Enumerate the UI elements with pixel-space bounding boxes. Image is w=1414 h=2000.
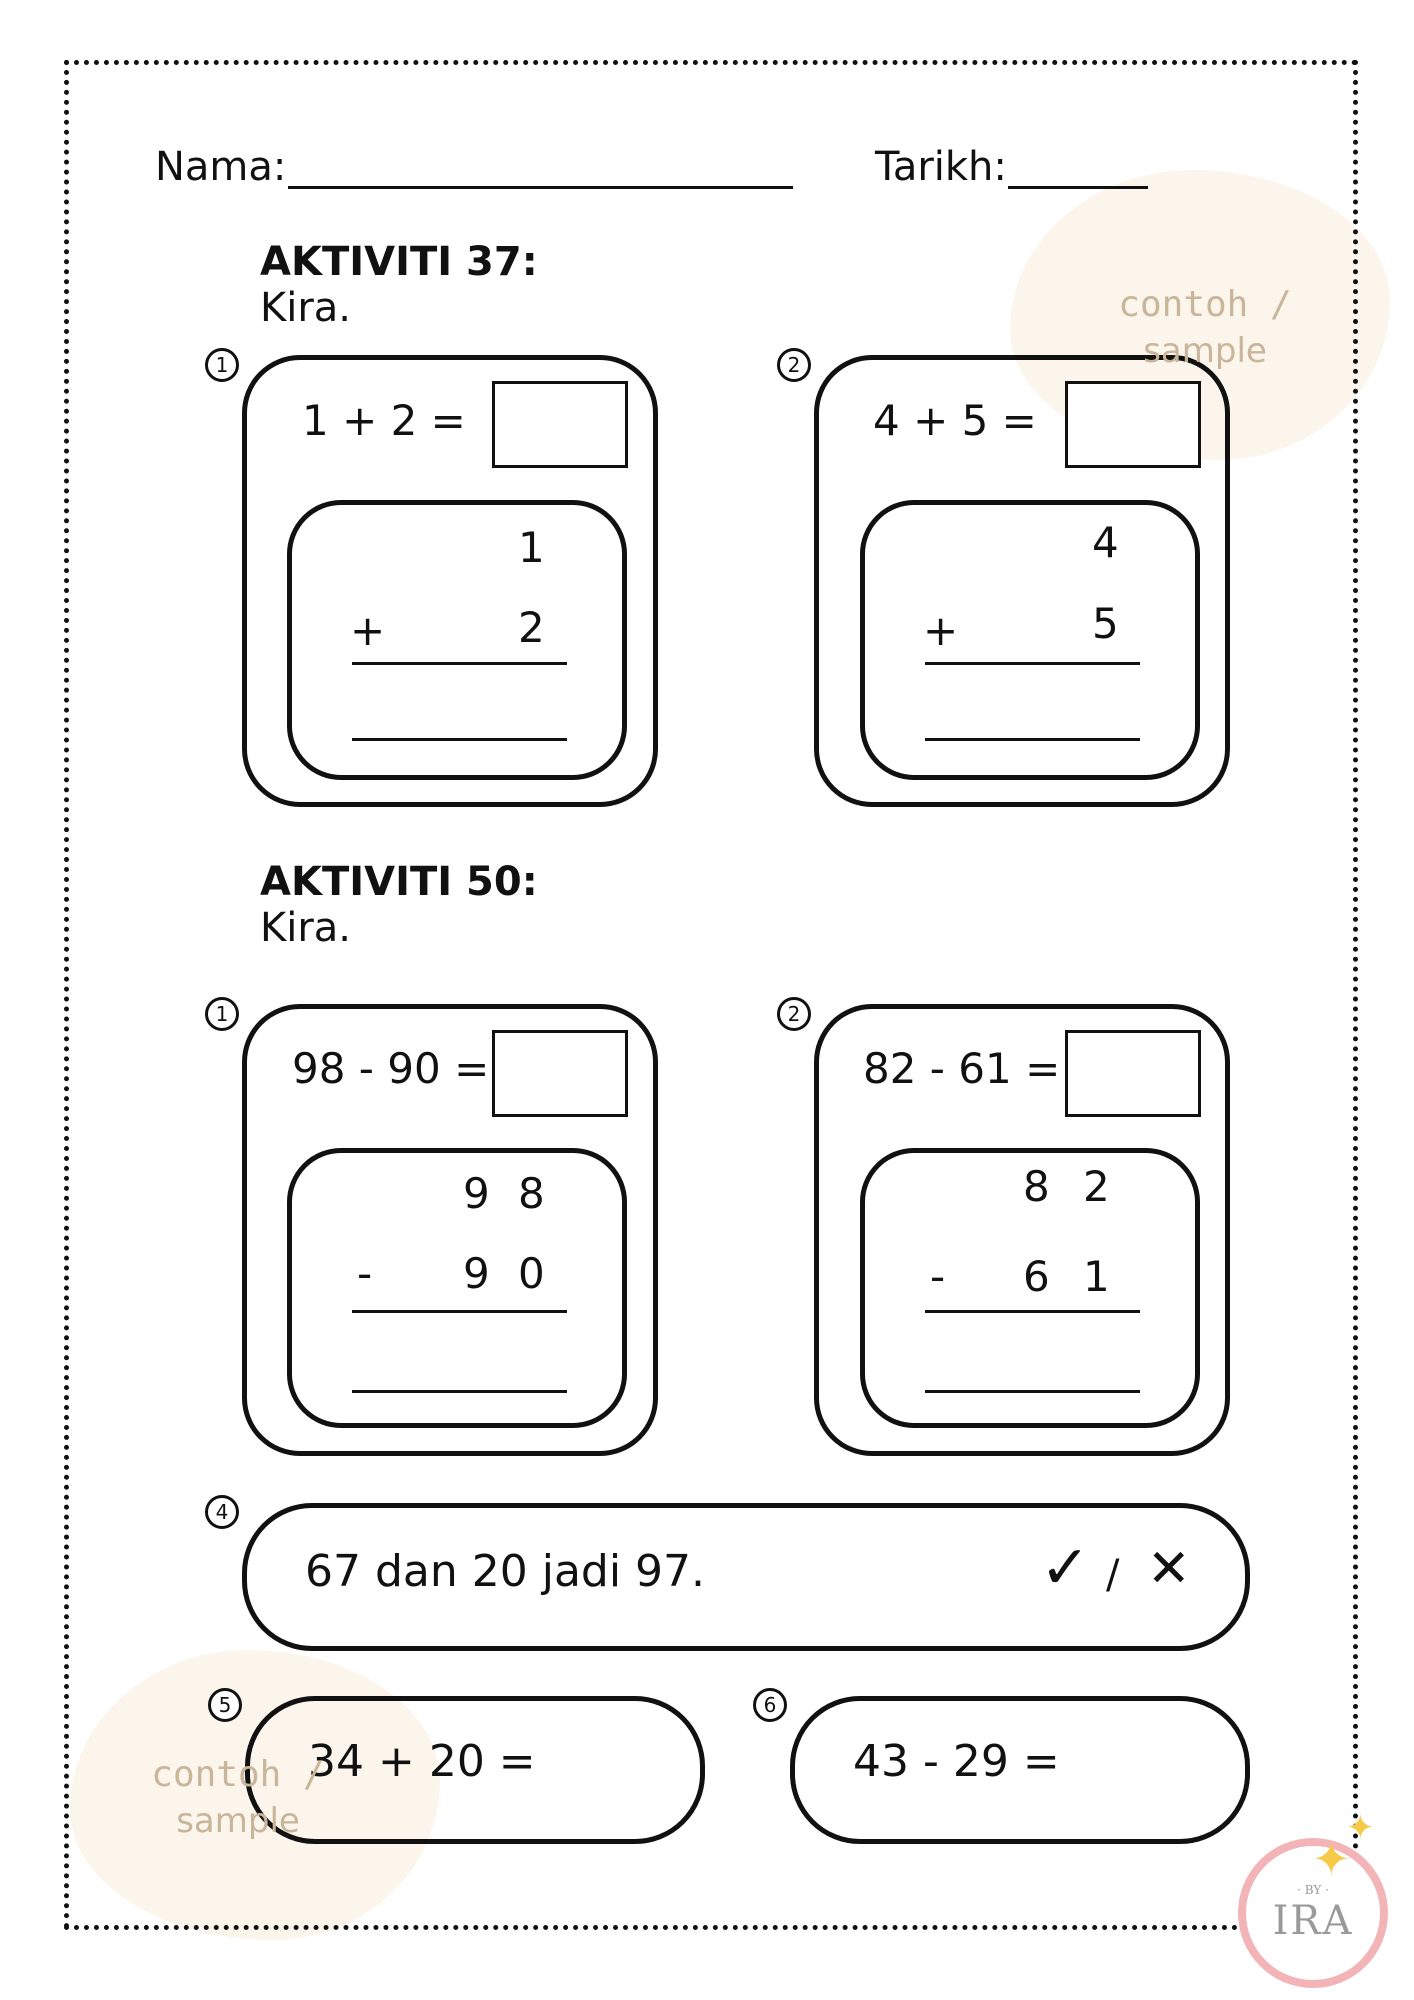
- bottom-digit-tens: 6: [1023, 1252, 1050, 1301]
- sparkle-icon: ✦: [1346, 1808, 1375, 1848]
- answer-line[interactable]: [925, 1390, 1140, 1393]
- answer-box[interactable]: [492, 381, 628, 468]
- question-number-badge: 1: [205, 348, 239, 382]
- top-digit-tens: 9: [463, 1169, 490, 1218]
- answer-line[interactable]: [352, 1390, 567, 1393]
- answer-box[interactable]: [1065, 381, 1201, 468]
- question-number-badge: 1: [205, 997, 239, 1031]
- check-mark-icon[interactable]: ✓: [1040, 1533, 1091, 1603]
- equation-text: 82 - 61 =: [863, 1044, 1061, 1093]
- operator-sign: -: [357, 1249, 373, 1298]
- answer-line[interactable]: [925, 738, 1140, 741]
- equation-text: 4 + 5 =: [873, 396, 1037, 445]
- top-digit: 1: [518, 523, 545, 572]
- operator-sign: -: [930, 1252, 946, 1301]
- brand-logo: [1238, 1808, 1388, 1988]
- open-question-text: 43 - 29 =: [853, 1736, 1060, 1787]
- sum-line: [352, 662, 567, 665]
- sum-line: [925, 662, 1140, 665]
- operator-sign: +: [923, 606, 959, 655]
- bottom-digit-ones: 1: [1083, 1252, 1110, 1301]
- open-question-text: 34 + 20 =: [308, 1736, 536, 1787]
- logo-by-text: · BY ·: [1297, 1883, 1329, 1897]
- logo-name-text: IRA: [1272, 1898, 1354, 1944]
- equation-text: 1 + 2 =: [302, 396, 466, 445]
- activity-37-instruction: Kira.: [260, 285, 352, 331]
- equation-text: 98 - 90 =: [292, 1044, 490, 1093]
- date-line[interactable]: [1008, 186, 1148, 189]
- watermark-top: [1075, 282, 1335, 373]
- bottom-digit: 5: [1092, 599, 1119, 648]
- name-line[interactable]: [288, 186, 793, 189]
- activity-50-instruction: Kira.: [260, 905, 352, 951]
- cross-mark-icon[interactable]: ✕: [1147, 1539, 1191, 1599]
- bottom-digit: 2: [518, 603, 545, 652]
- bottom-digit-tens: 9: [463, 1249, 490, 1298]
- answer-line[interactable]: [352, 738, 567, 741]
- watermark-line2: sample: [176, 1800, 300, 1841]
- difference-line: [352, 1310, 567, 1313]
- watermark-line2: sample: [1143, 330, 1267, 371]
- question-number-badge: 2: [777, 348, 811, 382]
- bottom-digit-ones: 0: [518, 1249, 545, 1298]
- operator-sign: +: [350, 606, 386, 655]
- top-digit: 4: [1092, 518, 1119, 567]
- question-number-badge: 6: [753, 1688, 787, 1722]
- watermark-line1: contoh /: [151, 1754, 325, 1795]
- working-area: [287, 1148, 627, 1428]
- watermark-bottom: [118, 1752, 358, 1843]
- true-false-statement: 67 dan 20 jadi 97.: [305, 1546, 706, 1597]
- slash-separator: /: [1106, 1552, 1120, 1598]
- sparkle-icon: ✦: [1312, 1832, 1351, 1886]
- top-digit-ones: 8: [518, 1169, 545, 1218]
- top-digit-ones: 2: [1083, 1162, 1110, 1211]
- date-label: Tarikh:: [875, 144, 1007, 190]
- question-number-badge: 2: [777, 997, 811, 1031]
- answer-box[interactable]: [1065, 1030, 1201, 1117]
- answer-box[interactable]: [492, 1030, 628, 1117]
- activity-50-title: AKTIVITI 50:: [260, 859, 538, 905]
- watermark-line1: contoh /: [1118, 284, 1292, 325]
- difference-line: [925, 1310, 1140, 1313]
- question-number-badge: 4: [205, 1495, 239, 1529]
- activity-37-title: AKTIVITI 37:: [260, 239, 538, 285]
- top-digit-tens: 8: [1023, 1162, 1050, 1211]
- question-number-badge: 5: [208, 1688, 242, 1722]
- name-label: Nama:: [155, 144, 287, 190]
